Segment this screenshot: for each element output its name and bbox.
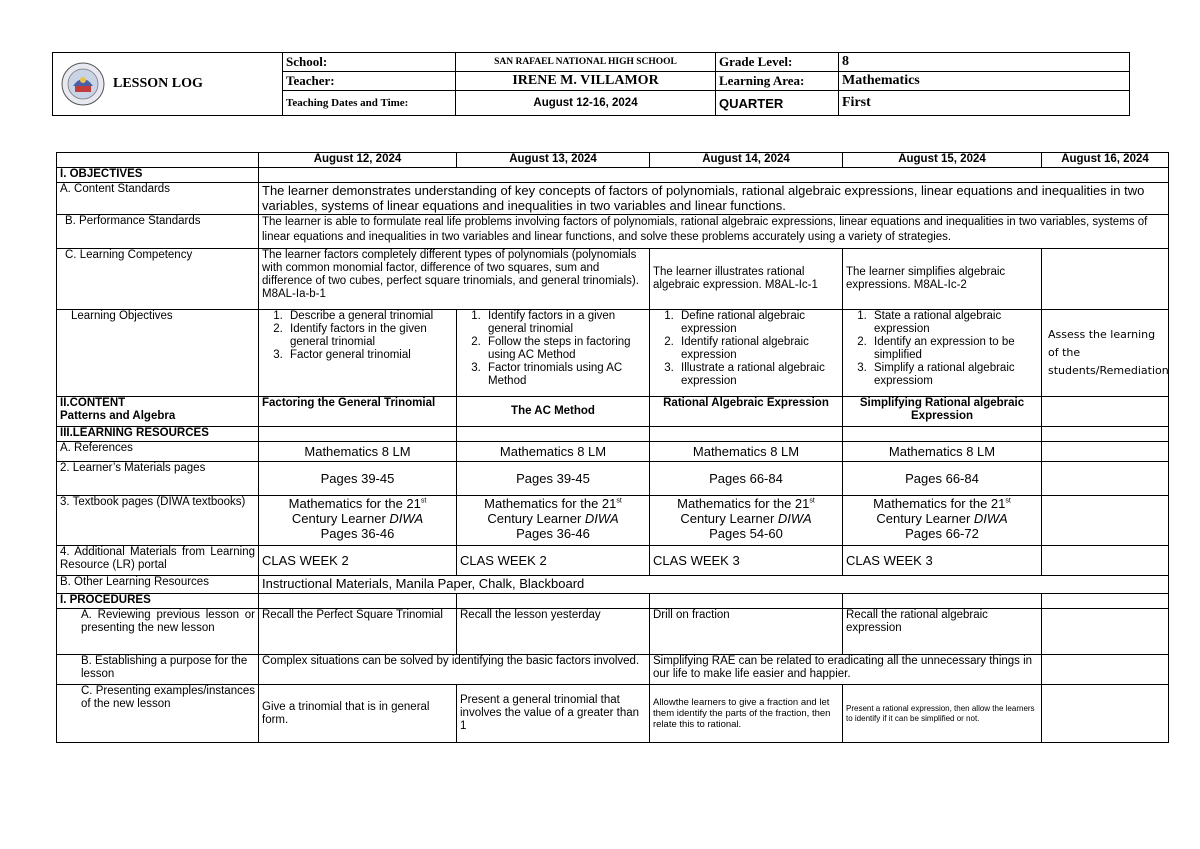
list-item: 1. Define rational algebraic expression: [677, 310, 839, 336]
table-cell: [1042, 427, 1169, 442]
day-header-2: August 13, 2024: [457, 153, 650, 168]
lm-pages-day-3: Pages 66-84: [650, 462, 843, 496]
table-row: [57, 215, 1169, 249]
table-row: [57, 594, 1169, 609]
reviewing-lesson-label: A. Reviewing previous lesson or presenting the new lesson: [57, 609, 259, 655]
performance-standards-label: B. Performance Standards: [57, 215, 259, 249]
additional-materials-label: 4. Additional Materials from Learning Resource (LR) portal: [57, 546, 259, 576]
lesson-log-table: [56, 152, 1169, 743]
content-day-1: Factoring the General Trinomial: [259, 397, 457, 427]
textbook-diwa: DIWA: [777, 511, 812, 526]
references-day-4: Mathematics 8 LM: [843, 442, 1042, 462]
learners-materials-label: 2. Learner’s Materials pages: [57, 462, 259, 496]
teaching-dates-value: August 12-16, 2024: [456, 91, 716, 116]
quarter-value: First: [839, 91, 1130, 116]
textbook-diwa: DIWA: [973, 511, 1008, 526]
deped-seal-icon: [61, 62, 105, 106]
table-row: [57, 685, 1169, 743]
list-item: 3. Simplify a rational algebraic expressiom: [870, 362, 1038, 388]
table-cell: [843, 594, 1042, 609]
textbook-pages: Pages 54-60: [709, 526, 783, 541]
list-item: 2. Follow the steps in factoring using AC Method: [484, 336, 646, 362]
table-cell: [1042, 546, 1169, 576]
lm-pages-day-2: Pages 39-45: [457, 462, 650, 496]
objectives-day-2: [457, 310, 650, 397]
additional-day-3: CLAS WEEK 3: [650, 546, 843, 576]
table-cell: [843, 427, 1042, 442]
list-item: 3. Illustrate a rational algebraic expression: [677, 362, 839, 388]
table-cell: [1042, 685, 1169, 743]
table-row: [57, 153, 1169, 168]
textbook-diwa: DIWA: [389, 511, 424, 526]
textbook-sup: st: [809, 497, 815, 505]
learning-resources-heading: III.LEARNING RESOURCES: [57, 427, 259, 442]
list-item: 2. Identify factors in the given general trinomial: [286, 323, 453, 349]
objectives-day-5: Assess the learning of the students/Remediation: [1042, 310, 1169, 397]
content-subheading: Patterns and Algebra: [60, 410, 176, 422]
procedure-b-day-1-2: Complex situations can be solved by identifying the basic factors involved.: [259, 655, 650, 685]
list-item: 3. Factor trinomials using AC Method: [484, 362, 646, 388]
procedure-c-day-2: Present a general trinomial that involves the value of a greater than 1: [457, 685, 650, 743]
lesson-log-title: LESSON LOG: [113, 76, 203, 91]
table-row: [57, 609, 1169, 655]
day-header-5: August 16, 2024: [1042, 153, 1169, 168]
table-row: [57, 183, 1169, 215]
textbook-day-1: [259, 496, 457, 546]
table-cell: [1042, 397, 1169, 427]
content-standards-label: A. Content Standards: [57, 183, 259, 215]
textbook-sup: st: [420, 497, 427, 505]
learning-objectives-label: Learning Objectives: [57, 310, 259, 397]
table-row: [57, 310, 1169, 397]
table-row: [57, 546, 1169, 576]
textbook-day-4: [843, 496, 1042, 546]
textbook-title-2: Century Learner: [487, 511, 582, 526]
table-cell: [1042, 609, 1169, 655]
references-day-3: Mathematics 8 LM: [650, 442, 843, 462]
list-item: 1. Describe a general trinomial: [286, 310, 453, 323]
textbook-title: Mathematics for the 21: [484, 496, 617, 511]
additional-day-2: CLAS WEEK 2: [457, 546, 650, 576]
table-cell: [650, 427, 843, 442]
table-cell: [1042, 462, 1169, 496]
school-value: SAN RAFAEL NATIONAL HIGH SCHOOL: [456, 53, 716, 72]
procedure-a-day-3: Drill on fraction: [650, 609, 843, 655]
competency-day-3: The learner illustrates rational algebraic expression. M8AL-Ic-1: [650, 249, 843, 310]
additional-day-1: CLAS WEEK 2: [259, 546, 457, 576]
textbook-sup: st: [616, 497, 622, 505]
table-cell: [1042, 594, 1169, 609]
learning-area-label: Learning Area:: [716, 72, 839, 91]
textbook-sup: st: [1005, 497, 1011, 505]
table-cell: [1042, 249, 1169, 310]
table-cell: [259, 427, 457, 442]
table-row: [57, 496, 1169, 546]
table-cell: [259, 594, 457, 609]
procedure-a-day-1: Recall the Perfect Square Trinomial: [259, 609, 457, 655]
table-cell: [57, 153, 259, 168]
textbook-title-2: Century Learner: [876, 511, 971, 526]
references-day-1: Mathematics 8 LM: [259, 442, 457, 462]
textbook-pages-label: 3. Textbook pages (DIWA textbooks): [57, 496, 259, 546]
grade-level-label: Grade Level:: [716, 53, 839, 72]
textbook-title-2: Century Learner: [291, 511, 386, 526]
teacher-value: IRENE M. VILLAMOR: [456, 72, 716, 91]
table-cell: [259, 168, 1169, 183]
lm-pages-day-4: Pages 66-84: [843, 462, 1042, 496]
list-item: 2. Identify an expression to be simplified: [870, 336, 1038, 362]
content-day-4: Simplifying Rational algebraic Expression: [843, 397, 1042, 427]
table-row: [57, 442, 1169, 462]
teacher-label: Teacher:: [283, 72, 456, 91]
procedure-c-day-3: Allowthe learners to give a fraction and let them identify the parts of the fraction, then relate this to rational.: [650, 685, 843, 743]
table-cell: [1042, 496, 1169, 546]
references-label: A. References: [57, 442, 259, 462]
textbook-diwa: DIWA: [584, 511, 619, 526]
content-heading: II.CONTENT: [60, 397, 126, 409]
procedure-a-day-2: Recall the lesson yesterday: [457, 609, 650, 655]
learning-area-value: Mathematics: [839, 72, 1130, 91]
objectives-day-4: [843, 310, 1042, 397]
procedure-a-day-4: Recall the rational algebraic expression: [843, 609, 1042, 655]
quarter-label: QUARTER: [716, 91, 839, 116]
other-resources-value: Instructional Materials, Manila Paper, Chalk, Blackboard: [259, 576, 1169, 594]
lm-pages-day-1: Pages 39-45: [259, 462, 457, 496]
textbook-pages: Pages 66-72: [905, 526, 979, 541]
procedure-c-day-1: Give a trinomial that is in general form.: [259, 685, 457, 743]
day-header-3: August 14, 2024: [650, 153, 843, 168]
table-cell: [457, 427, 650, 442]
header-table: [52, 52, 1130, 116]
school-label: School:: [283, 53, 456, 72]
table-cell: [1042, 655, 1169, 685]
competency-day-1-2: The learner factors completely different types of polynomials (polynomials with common monomial factor, difference of two squares, sum and difference of two cubes, perfect square trinomials, and general trinomials). M8AL-Ia-b-1: [259, 249, 650, 310]
procedure-c-day-4: Present a rational expression, then allow the learners to identify if it can be simplified or not.: [843, 685, 1042, 743]
objectives-day-1: [259, 310, 457, 397]
references-day-2: Mathematics 8 LM: [457, 442, 650, 462]
learning-competency-label: C. Learning Competency: [57, 249, 259, 310]
textbook-title: Mathematics for the 21: [288, 496, 421, 511]
procedures-heading: I. PROCEDURES: [57, 594, 259, 609]
list-item: 1. State a rational algebraic expression: [870, 310, 1038, 336]
list-item: 1. Identify factors in a given general trinomial: [484, 310, 646, 336]
table-cell: [650, 594, 843, 609]
other-resources-label: B. Other Learning Resources: [57, 576, 259, 594]
textbook-title-2: Century Learner: [680, 511, 775, 526]
teaching-dates-label: Teaching Dates and Time:: [283, 91, 456, 116]
table-row: [57, 427, 1169, 442]
content-day-2: The AC Method: [457, 397, 650, 427]
header-logo-cell: [53, 53, 283, 116]
textbook-pages: Pages 36-46: [516, 526, 590, 541]
additional-day-4: CLAS WEEK 3: [843, 546, 1042, 576]
textbook-title: Mathematics for the 21: [677, 496, 810, 511]
content-day-3: Rational Algebraic Expression: [650, 397, 843, 427]
objectives-heading: I. OBJECTIVES: [57, 168, 259, 183]
content-standards-text: The learner demonstrates understanding of key concepts of factors of polynomials, rational algebraic expressions, linear equations and inequalities in two variables, systems of linear equations and inequalities in two variables and linear functions.: [259, 183, 1169, 215]
table-row: [57, 249, 1169, 310]
content-heading-cell: [57, 397, 259, 427]
establishing-purpose-label: B. Establishing a purpose for the lesson: [57, 655, 259, 685]
table-row: [57, 462, 1169, 496]
textbook-day-3: [650, 496, 843, 546]
table-cell: [1042, 442, 1169, 462]
table-row: [57, 576, 1169, 594]
day-header-4: August 15, 2024: [843, 153, 1042, 168]
list-item: 3. Factor general trinomial: [286, 349, 453, 362]
table-cell: [457, 594, 650, 609]
textbook-day-2: [457, 496, 650, 546]
objectives-day-3: [650, 310, 843, 397]
competency-day-4: The learner simplifies algebraic expressions. M8AL-Ic-2: [843, 249, 1042, 310]
textbook-title: Mathematics for the 21: [873, 496, 1006, 511]
list-item: 2. Identify rational algebraic expression: [677, 336, 839, 362]
table-row: [57, 397, 1169, 427]
presenting-examples-label: C. Presenting examples/instances of the new lesson: [57, 685, 259, 743]
table-row: [57, 655, 1169, 685]
grade-level-value: 8: [839, 53, 1130, 72]
day-header-1: August 12, 2024: [259, 153, 457, 168]
textbook-pages: Pages 36-46: [320, 526, 395, 541]
table-row: [57, 168, 1169, 183]
performance-standards-text: The learner is able to formulate real life problems involving factors of polynomials, rational algebraic expressions, linear equations and inequalities in two variables, systems of linear equations and inequalities in two variables and linear functions, and solve these problems accurately using a variety of strategies.: [259, 215, 1169, 249]
procedure-b-day-3-4: Simplifying RAE can be related to eradicating all the unnecessary things in our life to make life easier and happier.: [650, 655, 1042, 685]
